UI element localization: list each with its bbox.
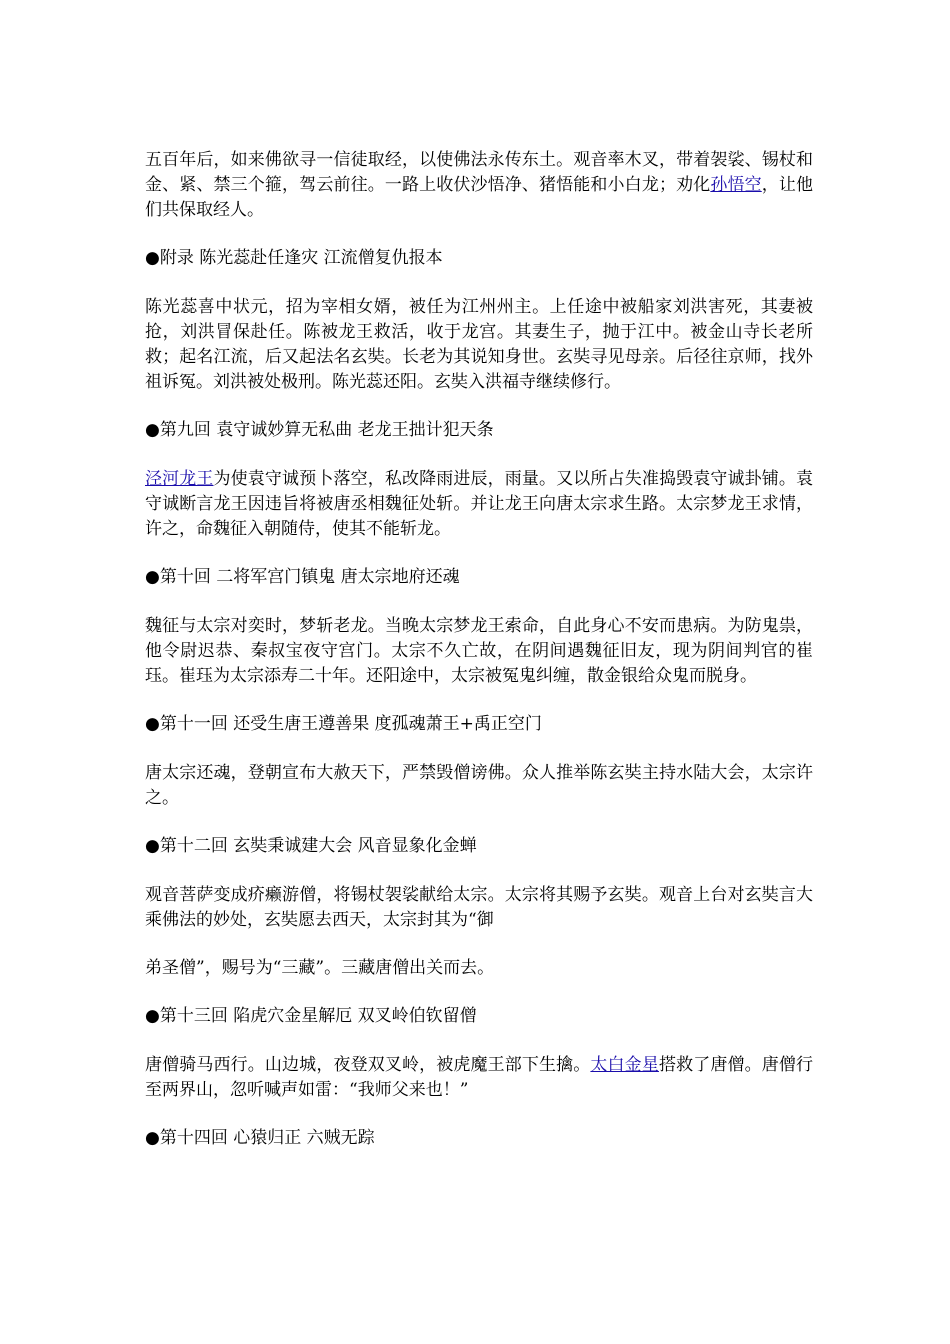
chapter-heading-text: 附录 陈光蕊赴任逢灾 江流僧复仇报本 <box>159 248 443 268</box>
hyperlink[interactable]: 孙悟空 <box>710 175 762 195</box>
chapter-heading-text: 第十一回 还受生唐王遵善果 度孤魂萧王+禹正空门 <box>159 714 542 734</box>
bullet-icon: ● <box>145 1006 160 1026</box>
chapter-heading <box>145 834 813 859</box>
document-page <box>145 148 813 1175</box>
bullet-icon: ● <box>145 567 160 587</box>
paragraph-text: 弟圣僧”，赐号为“三藏”。三藏唐僧出关而去。 <box>145 958 495 978</box>
chapter-heading <box>145 418 813 443</box>
chapter-heading-text: 第十三回 陷虎穴金星解厄 双叉岭伯钦留僧 <box>159 1006 477 1026</box>
paragraph-text: 唐僧骑马西行。山边城，夜登双叉岭，被虎魔王部下生擒。 <box>145 1055 591 1075</box>
paragraph <box>145 1053 813 1103</box>
paragraph <box>145 295 813 395</box>
chapter-heading <box>145 565 813 590</box>
hyperlink[interactable]: 泾河龙王 <box>145 469 214 489</box>
paragraph <box>145 614 813 689</box>
chapter-heading-text: 第九回 袁守诚妙算无私曲 老龙王拙计犯天条 <box>159 420 494 440</box>
chapter-heading <box>145 1126 813 1151</box>
chapter-heading <box>145 246 813 271</box>
paragraph <box>145 883 813 933</box>
bullet-icon: ● <box>145 714 160 734</box>
chapter-heading-text: 第十回 二将军宫门镇鬼 唐太宗地府还魂 <box>159 567 460 587</box>
paragraph-text: 搭救了唐僧。唐僧行至两界山，忽听喊声如雷：“我师父来也！” <box>145 1055 814 1100</box>
paragraph <box>145 148 813 223</box>
chapter-heading-text: 第十二回 玄奘秉诚建大会 风音显象化金蝉 <box>159 836 477 856</box>
chapter-heading-text: 第十四回 心猿归正 六贼无踪 <box>159 1128 375 1148</box>
hyperlink[interactable]: 太白金星 <box>590 1055 659 1075</box>
chapter-heading <box>145 1004 813 1029</box>
paragraph <box>145 467 813 542</box>
paragraph <box>145 956 813 981</box>
paragraph <box>145 761 813 811</box>
bullet-icon: ● <box>145 836 160 856</box>
chapter-heading <box>145 712 813 737</box>
paragraph-text: 为使袁守诚预卜落空，私改降雨进辰，雨量。又以所占失准捣毁袁守诚卦铺。袁守诚断言龙王因违旨将被唐丞相魏征处斩。并让龙王向唐太宗求生路。太宗梦龙王求情，许之，命魏征入朝随侍，使其不能斩龙。 <box>145 469 814 539</box>
paragraph-text: 唐太宗还魂，登朝宣布大赦天下，严禁毁僧谤佛。众人推举陈玄奘主持水陆大会，太宗许之。 <box>145 763 813 808</box>
bullet-icon: ● <box>145 1128 160 1148</box>
paragraph-text: 魏征与太宗对奕时，梦斩老龙。当晚太宗梦龙王索命，自此身心不安而患病。为防鬼祟，他令尉迟恭、秦叔宝夜守宫门。太宗不久亡故，在阴间遇魏征旧友，现为阴间判官的崔珏。崔珏为太宗添寿二十年。还阳途中，太宗被冤鬼纠缠，散金银给众鬼而脱身。 <box>145 616 813 686</box>
paragraph-text: 五百年后，如来佛欲寻一信徒取经，以使佛法永传东土。观音率木叉，带着袈裟、锡杖和金、紧、禁三个箍，驾云前往。一路上收伏沙悟净、猪悟能和小白龙；劝化 <box>145 150 813 195</box>
bullet-icon: ● <box>145 248 160 268</box>
bullet-icon: ● <box>145 420 160 440</box>
paragraph-text: ，让他们共保取经人。 <box>145 175 814 220</box>
paragraph-text: 陈光蕊喜中状元，招为宰相女婿，被任为江州州主。上任途中被船家刘洪害死，其妻被抢，刘洪冒保赴任。陈被龙王救活，收于龙宫。其妻生子，抛于江中。被金山寺长老所救；起名江流，后又起法名玄奘。长老为其说知身世。玄奘寻见母亲。后径往京师，找外祖诉冤。刘洪被处极刑。陈光蕊还阳。玄奘入洪福寺继续修行。 <box>145 297 813 392</box>
paragraph-text: 观音菩萨变成疥癞游僧，将锡杖袈裟献给太宗。太宗将其赐予玄奘。观音上台对玄奘言大乘佛法的妙处，玄奘愿去西天，太宗封其为“御 <box>145 885 813 930</box>
